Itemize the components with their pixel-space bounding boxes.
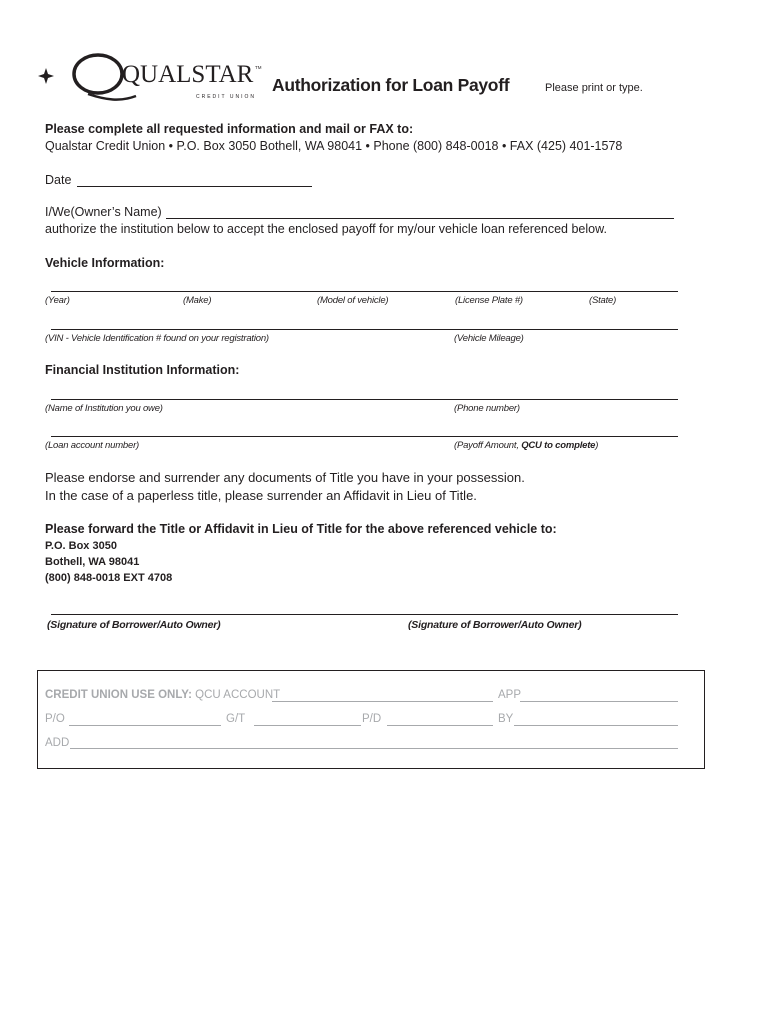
owner-label: I/We(Owner’s Name)	[45, 205, 162, 219]
signature-right-caption: (Signature of Borrower/Auto Owner)	[408, 619, 582, 631]
qualstar-logo	[36, 52, 266, 104]
authorize-text: authorize the institution below to accept the enclosed payoff for my/our vehicle loan referenced below.	[45, 222, 607, 236]
pd-label: P/D	[362, 713, 382, 725]
signature-left-caption: (Signature of Borrower/Auto Owner)	[47, 619, 221, 631]
endorse-line2: In the case of a paperless title, please surrender an Affidavit in Lieu of Title.	[45, 488, 477, 503]
app-field[interactable]	[520, 701, 678, 702]
logo-text: QUALSTAR	[122, 61, 254, 88]
forward-address1: P.O. Box 3050	[45, 540, 117, 552]
endorse-line1: Please endorse and surrender any documents of Title you have in your possession.	[45, 470, 525, 485]
forward-phone: (800) 848-0018 EXT 4708	[45, 572, 173, 584]
payoff-caption	[454, 440, 598, 451]
by-field[interactable]	[514, 725, 678, 726]
date-field[interactable]	[77, 186, 312, 187]
pd-field[interactable]	[387, 725, 493, 726]
add-field[interactable]	[70, 748, 678, 749]
institution-field[interactable]	[51, 399, 678, 400]
gt-field[interactable]	[254, 725, 361, 726]
cu-use-label: CREDIT UNION USE ONLY:	[45, 689, 192, 701]
model-caption: (Model of vehicle)	[317, 295, 389, 306]
vin-caption: (VIN - Vehicle Identification # found on your registration)	[45, 333, 269, 344]
mileage-caption: (Vehicle Mileage)	[454, 333, 524, 344]
phone-caption: (Phone number)	[454, 403, 520, 414]
po-label: P/O	[45, 713, 65, 725]
financial-heading: Financial Institution Information:	[45, 363, 240, 377]
account-caption: (Loan account number)	[45, 440, 140, 451]
qcu-account-field[interactable]	[272, 701, 493, 702]
account-field[interactable]	[51, 436, 678, 437]
by-label: BY	[498, 713, 514, 725]
page-title: Authorization for Loan Payoff	[272, 75, 510, 95]
forward-address2: Bothell, WA 98041	[45, 556, 140, 568]
logo-sub: CREDIT UNION	[196, 94, 257, 100]
print-note: Please print or type.	[545, 82, 643, 94]
qcu-account-label: QCU ACCOUNT	[195, 689, 281, 701]
mail-address: Qualstar Credit Union • P.O. Box 3050 Bothell, WA 98041 • Phone (800) 848-0018 • FAX (425) 401-1578	[45, 139, 623, 153]
payoff-suffix: )	[595, 440, 599, 451]
make-caption: (Make)	[183, 295, 212, 306]
payoff-prefix: (Payoff Amount,	[454, 440, 522, 451]
vehicle-row1-field[interactable]	[51, 291, 678, 292]
cu-use-row1	[45, 689, 280, 701]
gt-label: G/T	[226, 713, 246, 725]
payoff-bold: QCU to complete	[521, 440, 596, 451]
app-label: APP	[498, 689, 522, 701]
owner-name-field[interactable]	[166, 218, 674, 219]
plate-caption: (License Plate #)	[455, 295, 523, 306]
vin-mileage-field[interactable]	[51, 329, 678, 330]
institution-caption: (Name of Institution you owe)	[45, 403, 163, 414]
state-caption: (State)	[589, 295, 617, 306]
forward-heading: Please forward the Title or Affidavit in Lieu of Title for the above referenced vehicle to:	[45, 522, 557, 536]
year-caption: (Year)	[45, 295, 70, 306]
logo-tm: TM	[255, 65, 262, 70]
date-label: Date	[45, 173, 72, 187]
signature-field[interactable]	[51, 614, 678, 615]
mail-heading: Please complete all requested information and mail or FAX to:	[45, 122, 414, 136]
star-icon	[38, 68, 54, 84]
po-field[interactable]	[69, 725, 221, 726]
add-label: ADD	[45, 737, 70, 749]
vehicle-heading: Vehicle Information:	[45, 256, 165, 270]
